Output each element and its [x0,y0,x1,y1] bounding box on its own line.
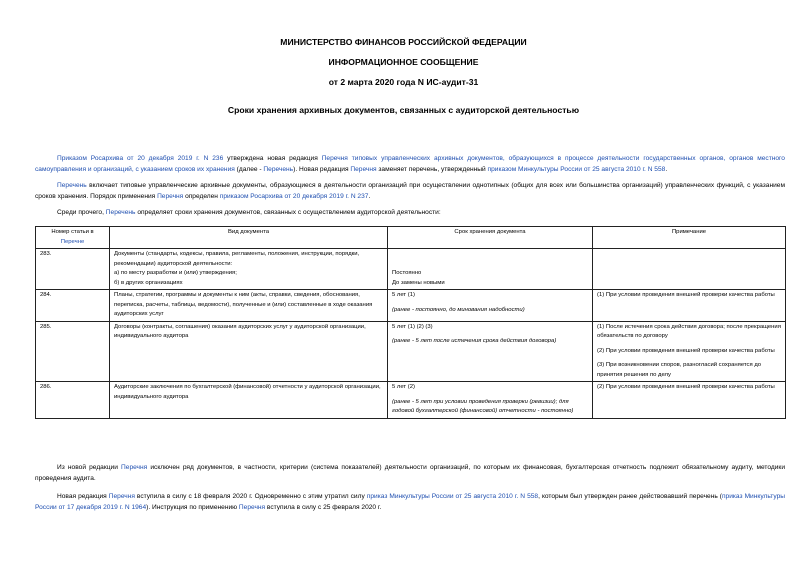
document-date: от 2 марта 2020 года N ИС-аудит-31 [328,77,479,87]
link-perechen[interactable]: Перечень [263,166,294,173]
link-minkult-order-1964[interactable]: приказ Минкультуры России от 17 декабря 2019 г. N 1964 [35,493,785,511]
note: (2) При условии проведения внешней проверки качества работы [593,382,786,419]
table-row [36,321,786,382]
paragraph-2: Перечень включает типовые управленческие архивные документы, образующиеся в деятельности организаций при осуществлении однотипных (общих для всех или большинства организаций) управленческих функций, с указанием сроков хранения. Порядок применения Перечня определен приказом Росархива от 20 декабря 2019 г. N 237. [35,182,785,200]
table-row [36,382,786,419]
table-row [36,249,786,290]
document-type: Планы, стратегии, программы и документы к ним (акты, справки, сведения, обоснования, переписка, расчеты, таблицы, ведомости), полученные и (или) составленные в ходе оказания аудиторских услуг [110,290,388,322]
link-rosarkhiv-order-236[interactable]: Приказом Росархива от 20 декабря 2019 г. N 236 [57,155,224,162]
document-type: ИНФОРМАЦИОННОЕ СООБЩЕНИЕ [328,57,479,67]
link-perechne[interactable]: Перечне [60,238,85,245]
document-type: Аудиторские заключения по бухгалтерской (финансовой) отчетности у аудиторской организации, индивидуального аудитора [110,382,388,419]
storage-term: 5 лет (1) (ранее - постоянно, до минования надобности) [388,290,593,322]
column-header-note: Примечание [593,227,786,249]
link-perechen[interactable]: Перечень [57,182,87,189]
note: (1) После истечения срока действия договора; после прекращения обязательств по договору (2) При условии проведения внешней проверки качества работы (3) При возникновении споров, разногласий сохраняется до принятия решения по делу [593,321,786,382]
link-minkult-order-558[interactable]: приказ Минкультуры России от 25 августа 2010 г. N 558 [366,493,539,500]
paragraph-5: Новая редакция Перечня вступила в силу с 18 февраля 2020 г. Одновременно с этим утратил силу приказ Минкультуры России от 25 августа 2010 г. N 558, которым был утвержден ранее действовавший перечень (приказ Минкультуры России от 17 декабря 2019 г. N 1964). Инструкция по применению Перечня вступила в силу с 25 февраля 2020 г. [35,493,785,511]
article-number: 284. [36,290,110,322]
link-minkult-order-558[interactable]: приказом Минкультуры России от 25 августа 2010 г. N 558 [487,166,666,173]
article-number: 285. [36,321,110,382]
link-perechnya[interactable]: Перечня [238,504,266,511]
paragraph-1: Приказом Росархива от 20 декабря 2019 г. N 236 утверждена новая редакция Перечня типовых управленческих архивных документов, образующихся в процессе деятельности государственных органов, органов местного самоуправления и организаций, с указанием сроков их хранения (далее - Перечень). Новая редакция Перечня заменяет перечень, утвержденный приказом Минкультуры России от 25 августа 2010 г. N 558. [35,155,785,173]
link-perechen-full[interactable]: Перечня типовых управленческих архивных документов, образующихся в процессе деятельности государственных органов, органов местного самоуправления и организаций, с указанием сроков их хранения [35,155,785,173]
document-type: Документы (стандарты, кодексы, правила, регламенты, положения, инструкции, порядки, рекомендации) аудиторской деятельности: а) по месту разработки и (или) утверждения; б) в других организациях [110,249,388,290]
link-perechnya[interactable]: Перечня [121,464,148,471]
link-perechnya[interactable]: Перечня [350,166,377,173]
column-header-document-type: Вид документа [110,227,388,249]
table-header-row [36,227,786,249]
link-rosarkhiv-order-237[interactable]: приказом Росархива от 20 декабря 2019 г. N 237 [219,193,369,200]
document-subject: Сроки хранения архивных документов, связанных с аудиторской деятельностью [227,105,580,115]
column-header-article-number: Номер статьи в Перечне [36,227,110,249]
storage-term: 5 лет (1) (2) (3) (ранее - 5 лет после истечения срока действия договора) [388,321,593,382]
note [593,249,786,290]
document-type: Договоры (контракты, соглашения) оказания аудиторских услуг у аудиторской организации, индивидуального аудитора [110,321,388,382]
article-number: 286. [36,382,110,419]
storage-term: Постоянно До замены новыми [388,249,593,290]
paragraph-4: Из новой редакции Перечня исключен ряд документов, в частности, критерии (система показателей) деятельности организаций, по которым их финансовая, бухгалтерская отчетность подлежит обязательному аудиту, методики проведения аудита. [35,464,785,482]
link-perechnya[interactable]: Перечня [108,493,135,500]
article-number: 283. [36,249,110,290]
link-perechnya[interactable]: Перечня [157,193,184,200]
column-header-storage-term: Срок хранения документа [388,227,593,249]
note: (1) При условии проведения внешней проверки качества работы [593,290,786,322]
ministry-title: МИНИСТЕРСТВО ФИНАНСОВ РОССИЙСКОЙ ФЕДЕРАЦИИ [280,37,527,47]
table-row [36,290,786,322]
paragraph-3: Среди прочего, Перечень определяет сроки хранения документов, связанных с осуществлением аудиторской деятельности: [57,209,441,216]
storage-terms-table [35,226,786,419]
link-perechen[interactable]: Перечень [105,209,136,216]
storage-term: 5 лет (2) (ранее - 5 лет при условии проведения проверки (ревизии); для годовой бухгалтерской (финансовой) отчетности - постоянно) [388,382,593,419]
